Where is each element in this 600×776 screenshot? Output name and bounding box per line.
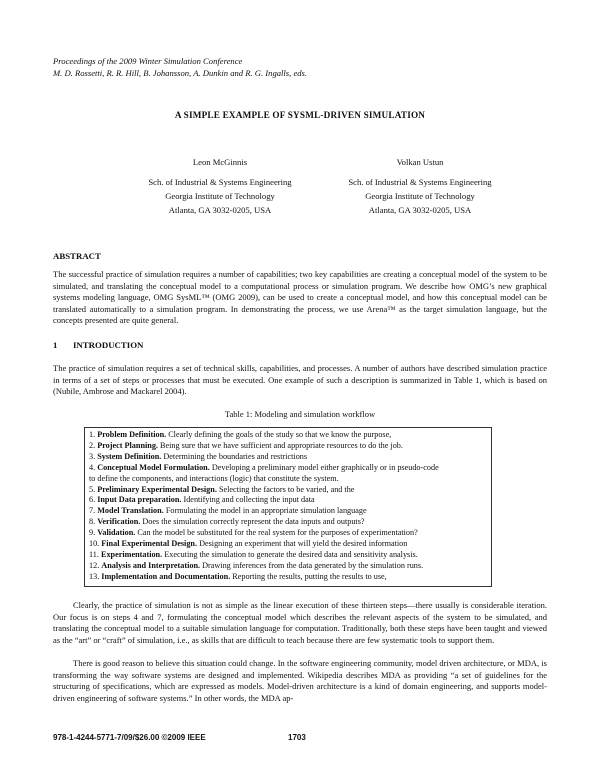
proceedings-title: Proceedings of the 2009 Winter Simulation Conference — [53, 56, 243, 66]
table-row: 12. Analysis and Interpretation. Drawing inferences from the data generated by the simulation runs. — [89, 560, 424, 570]
author-block-2 — [320, 155, 520, 217]
table-row: to define the components, and interactions (logic) that constitute the system. — [89, 473, 339, 483]
body-paragraph: There is good reason to believe this situation could change. In the software engineering community, model driven architecture, or MDA, is transforming the way software systems are designed and implemented. Wikipedia describes MDA as providing “a set of guidelines for the structuring of specifications, which are expressed as models. Model-driven architecture is a kind of domain engineering, and supports model-driven engineering of software systems.” In other words, the MDA ap- — [53, 658, 547, 703]
abstract-text: The successful practice of simulation requires a number of capabilities; two key capabilities are creating a conceptual model of the system to be simulated, and translating the conceptual model to a computational process or simulation program. We describe how OMG’s new graphical systems modeling language, OMG SysML™ (OMG 2009), can be used to create a conceptual model, and how this conceptual model can be translated automatically to a simulation program. In demonstrating the process, we use Arena™ as the target simulation language, but the concepts presented are quite general. — [53, 269, 547, 325]
table-row: 7. Model Translation. Formulating the model in an appropriate simulation language — [89, 506, 367, 516]
table-row: 11. Experimentation. Executing the simulation to generate the desired data and sensitivity analysis. — [89, 549, 418, 559]
page-number: 1703 — [288, 733, 306, 742]
table-row: 6. Input Data preparation. Identifying and collecting the input data — [89, 495, 315, 505]
workflow-table — [84, 427, 492, 587]
author-institution: Georgia Institute of Technology — [165, 191, 275, 201]
paper-title: A SIMPLE EXAMPLE OF SYSML-DRIVEN SIMULATION — [174, 110, 426, 120]
table-row: 9. Validation. Can the model be substituted for the real system for the purposes of experimentation? — [89, 528, 418, 538]
author-block-1 — [120, 155, 320, 217]
table-row: 8. Verification. Does the simulation correctly represent the data inputs and outputs? — [89, 517, 365, 527]
table-row: 4. Conceptual Model Formulation. Developing a preliminary model either graphically or in pseudo-code — [89, 462, 439, 472]
table-row: 3. System Definition. Determining the boundaries and restrictions — [89, 451, 308, 461]
author-address: Atlanta, GA 3032-0205, USA — [168, 205, 272, 215]
table-row: 1. Problem Definition. Clearly defining the goals of the study so that we know the purpose, — [89, 430, 392, 439]
author-name: Leon McGinnis — [192, 157, 248, 167]
table-row: 13. Implementation and Documentation. Reporting the results, putting the results to use, — [89, 571, 387, 581]
section-heading-introduction — [53, 340, 143, 350]
section-title: INTRODUCTION — [73, 340, 144, 350]
table-caption: Table 1: Modeling and simulation workflow — [224, 409, 376, 419]
body-paragraph: Clearly, the practice of simulation is not as simple as the linear execution of these thirteen steps—there usually is considerable iteration. Our focus is on steps 4 and 7, formulating the conceptual model which describes the relevant aspects of the system to be simulated, and translating the conceptual model to a suitable simulation language for computation. Traditionally, both these steps have been taught and viewed as the “art” or “craft” of simulation, i.e., as skills that are difficult to teach because there are few systematic tools to support them. — [53, 600, 547, 645]
author-department: Sch. of Industrial & Systems Engineering — [148, 177, 292, 187]
table-row: 5. Preliminary Experimental Design. Selecting the factors to be varied, and the — [89, 484, 355, 494]
abstract-heading: ABSTRACT — [53, 251, 101, 261]
author-institution: Georgia Institute of Technology — [365, 191, 475, 201]
table-row: 2. Project Planning. Being sure that we have sufficient and appropriate resources to do the job. — [89, 440, 403, 450]
author-address: Atlanta, GA 3032-0205, USA — [368, 205, 472, 215]
section-number: 1 — [53, 340, 58, 350]
proceedings-editors: M. D. Rossetti, R. R. Hill, B. Johansson, A. Dunkin and R. G. Ingalls, eds. — [53, 67, 308, 78]
table-row: 10. Final Experimental Design. Designing an experiment that will yield the desired information — [89, 539, 408, 549]
author-department: Sch. of Industrial & Systems Engineering — [348, 177, 492, 187]
footer-isbn: 978-1-4244-5771-7/09/$26.00 ©2009 IEEE — [53, 733, 206, 742]
proceedings-header — [53, 56, 307, 79]
author-name: Volkan Ustun — [396, 157, 444, 167]
introduction-paragraph: The practice of simulation requires a set of technical skills, capabilities, and processes. A number of authors have described simulation practice in terms of a set of steps or processes that must be executed. One example of such a description is summarized in Table 1, which is based on (Nubile, Ambrose and Mackarel 2004). — [53, 363, 547, 396]
